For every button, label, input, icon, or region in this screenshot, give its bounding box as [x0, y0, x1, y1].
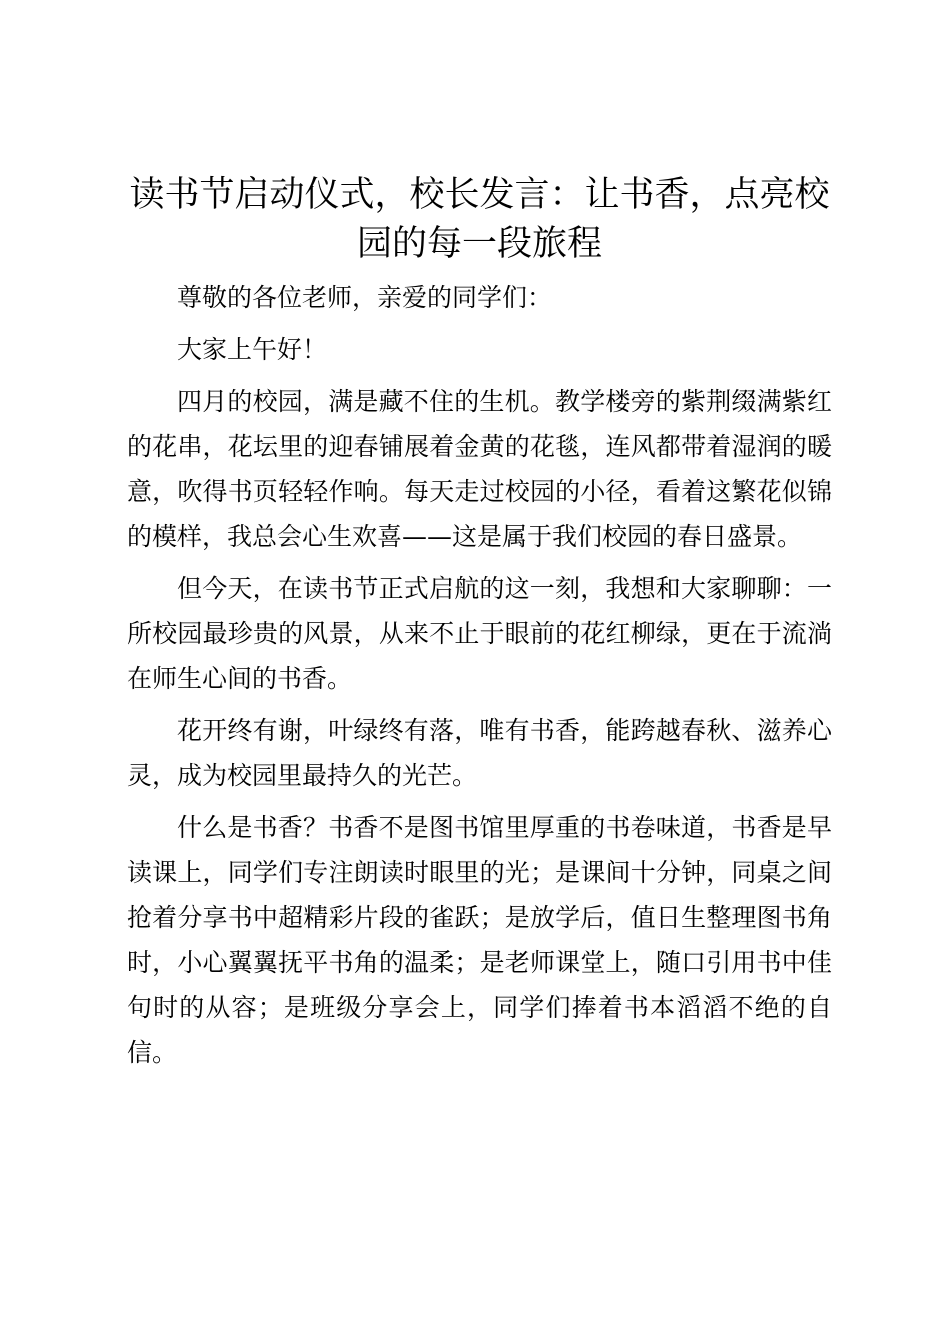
paragraph-lasting-fragrance: 花开终有谢，叶绿终有落，唯有书香，能跨越春秋、滋养心灵，成为校园里最持久的光芒。 [127, 716, 832, 790]
paragraph-reading-festival: 但今天，在读书节正式启航的这一刻，我想和大家聊聊：一所校园最珍贵的风景，从来不止于眼前的花红柳绿，更在于流淌在师生心间的书香。 [127, 574, 832, 693]
paragraph-greeting: 尊敬的各位老师，亲爱的同学们： [177, 283, 553, 312]
document-page [127, 171, 832, 1082]
paragraph-what-is-book-fragrance: 什么是书香？书香不是图书馆里厚重的书卷味道，书香是早读课上，同学们专注朗读时眼里的光；是课间十分钟，同桌之间抢着分享书中超精彩片段的雀跃；是放学后，值日生整理图书角时，小心翼翼抚平书角的温柔；是老师课堂上，随口引用书中佳句时的从容；是班级分享会上，同学们捧着书本滔滔不绝的自信。 [127, 813, 832, 1067]
paragraph-good-morning: 大家上午好！ [177, 335, 328, 364]
paragraph-spring-campus: 四月的校园，满是藏不住的生机。教学楼旁的紫荆缀满紫红的花串，花坛里的迎春铺展着金黄的花毯，连风都带着湿润的暖意，吹得书页轻轻作响。每天走过校园的小径，看着这繁花似锦的模样，我总会心生欢喜——这是属于我们校园的春日盛景。 [127, 387, 832, 551]
document-title: 读书节启动仪式，校长发言：让书香，点亮校园的每一段旅程 [129, 175, 830, 264]
